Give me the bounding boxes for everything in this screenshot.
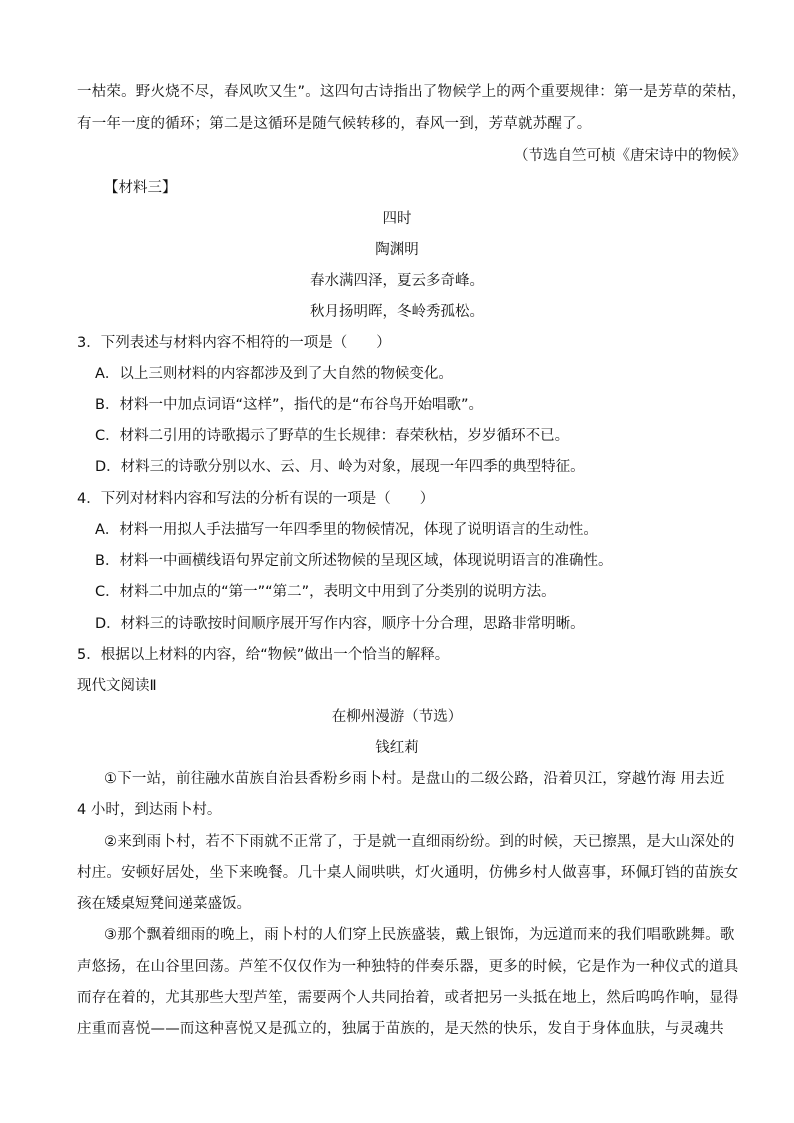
question-option: D．材料三的诗歌分别以水、云、月、岭为对象，展现一年四季的典型特征。 bbox=[95, 459, 585, 475]
question-option: A．材料一用拟人手法描写一年四季里的物候情况，体现了说明语言的生动性。 bbox=[95, 522, 598, 538]
question: 3．下列表述与材料内容不相符的一项是（ ） bbox=[77, 335, 391, 351]
section-heading: 【材料三】 bbox=[104, 180, 177, 196]
paragraph-line: 庄重而喜悦——而这种喜悦又是孤立的，独属于苗族的，是天然的快乐，发自于身体血肤，与灵魂共 bbox=[77, 1021, 724, 1037]
question-option: C．材料二引用的诗歌揭示了野草的生长规律：春荣秋枯，岁岁循环不已。 bbox=[95, 428, 570, 444]
paragraph-line: 一枯荣。野火烧不尽，春风吹又生”。这四句古诗指出了物候学上的两个重要规律：第一是芳草的荣枯， bbox=[77, 84, 747, 100]
question: 4．下列对材料内容和写法的分析有误的一项是（ ） bbox=[77, 491, 435, 507]
paragraph-line: ③那个飘着细雨的晚上，雨卜村的人们穿上民族盛装，戴上银饰，为远道而来的我们唱歌跳舞。歌 bbox=[104, 927, 735, 943]
question-option: C．材料二中加点的“第一”“第二”，表明文中用到了分类别的说明方法。 bbox=[95, 584, 556, 600]
paragraph-line: ②来到雨卜村，若不下雨就不正常了，于是就一直细雨纷纷。到的时候，天已擦黑，是大山深处的 bbox=[104, 834, 735, 850]
question-option: D．材料三的诗歌按时间顺序展开写作内容，顺序十分合理，思路非常明晰。 bbox=[95, 616, 585, 632]
citation: （节选自竺可桢《唐宋诗中的物候》 bbox=[514, 148, 746, 164]
section-heading: 现代文阅读Ⅱ bbox=[77, 678, 157, 694]
paragraph-line: 孩在矮桌短凳间递菜盛饭。 bbox=[77, 896, 251, 912]
paragraph-line: 声悠扬，在山谷里回荡。芦笙不仅仅作为一种独特的伴奏乐器，更多的时候，它是作为一种仪式的道具 bbox=[77, 959, 739, 975]
question-option: B．材料一中画横线语句界定前文所述物候的呈现区域，体现说明语言的准确性。 bbox=[95, 553, 613, 569]
poem-line: 春水满四泽，夏云多奇峰。 bbox=[310, 273, 484, 289]
article-title: 在柳州漫游（节选） bbox=[331, 709, 463, 725]
paragraph-line: 有一年一度的循环；第二是这循环是随气候转移的，春风一到，芳草就苏醒了。 bbox=[77, 116, 592, 132]
paragraph-line: 而存在着的，尤其那些大型芦笙，需要两个人共同抬着，或者把另一头抵在地上，然后呜呜作响，显得 bbox=[77, 990, 739, 1006]
poem-line: 秋月扬明晖，冬岭秀孤松。 bbox=[310, 304, 484, 320]
question-option: B．材料一中加点词语“这样”，指代的是“布谷鸟开始唱歌”。 bbox=[95, 397, 483, 413]
paragraph-line: ①下一站，前往融水苗族自治县香粉乡雨卜村。是盘山的二级公路，沿着贝江，穿越竹海 用去近 bbox=[104, 771, 725, 787]
question-option: A．以上三则材料的内容都涉及到了大自然的物候变化。 bbox=[95, 366, 453, 382]
paragraph-line: 村庄。安顿好居处，坐下来晚餐。几十桌人闹哄哄，灯火通明，仿佛乡村人做喜事，环佩玎铛的苗族女 bbox=[77, 865, 739, 881]
poem-title: 四时 bbox=[382, 211, 412, 227]
article-author: 钱红莉 bbox=[375, 740, 419, 756]
question: 5．根据以上材料的内容，给“物候”做出一个恰当的解释。 bbox=[77, 647, 450, 663]
paragraph-line: 4 小时，到达雨卜村。 bbox=[77, 802, 222, 818]
poem-author: 陶渊明 bbox=[375, 242, 419, 258]
